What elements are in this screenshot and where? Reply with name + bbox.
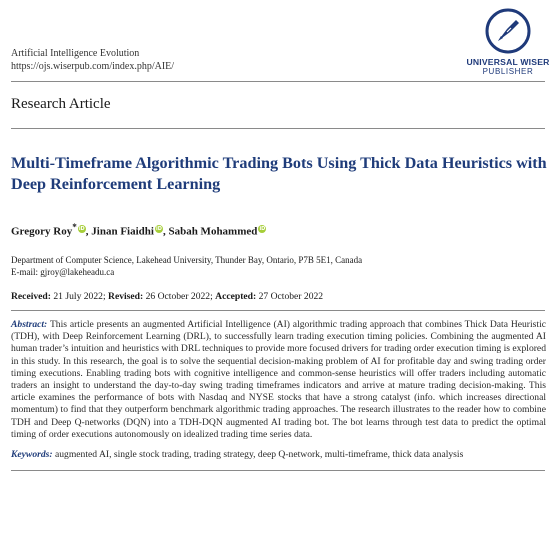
abstract-label: Abstract: — [11, 319, 48, 330]
abstract — [11, 319, 546, 441]
revised-date: 26 October 2022; — [145, 291, 213, 302]
affiliation-block — [11, 254, 551, 278]
publisher-name: UNIVERSAL WISER — [466, 57, 550, 67]
dates-line — [11, 291, 323, 302]
keywords-text: augmented AI, single stock trading, trading strategy, deep Q-network, multi-timeframe, thick data analysis — [54, 449, 464, 460]
orcid-icon[interactable]: iD — [259, 226, 266, 232]
paper-title: Multi-Timeframe Algorithmic Trading Bots Using Thick Data Heuristics with Deep Reinforcement Learning — [11, 154, 547, 193]
pen-nib-icon — [485, 8, 531, 54]
article-type: Research Article — [11, 96, 111, 112]
revised-label: Revised: — [108, 291, 144, 302]
abstract-text: This article presents an augmented Artificial Intelligence (AI) algorithmic trading approach that combines Thick Data Heuristic (TDH), with Deep Reinforcement Learning (DRL), to successfully learn trading execution timing policies. Combining the augmented AI human trader’s intuition and heuristics with DRL techniques to provide more focused drivers for trading order execution timing is explored in this study. In this research, the goal is to solve the sequential decision-making problem of AI for profitable day and swing trading order timing executions. Enabling trading bots with cognitive intelligence and common-sense heuristics will offer traders including automatic traders an insight to understand the day-to-day swing trading timeframes indicators and arrive at mature trading decision-making. This article examines the performance of bots with Nasdaq and NYSE stocks that have a strong catalyst (info. which increases directional momentum) to find that they outperform benchmark algorithmic trading approaches. The research illustrates to the reader how to combine TDH and Deep Q-networks (DQN) into a TDH-DQN augmented AI trading bot. The bot learns through test data to predict the optimal timing of order executions autonomously on idealized trading time series data. — [11, 319, 546, 440]
orcid-icon[interactable]: iD — [156, 226, 162, 232]
received-label: Received: — [11, 291, 51, 302]
author-email[interactable]: E-mail: gjroy@lakeheadu.ca — [11, 267, 115, 277]
header-divider — [11, 81, 545, 82]
author-name: Gregory Roy — [11, 225, 73, 238]
publisher-logo — [466, 8, 550, 76]
abstract-divider — [11, 310, 545, 311]
corresponding-mark: * — [72, 222, 77, 232]
journal-header — [11, 47, 174, 73]
title-divider — [11, 128, 545, 129]
accepted-date: 27 October 2022 — [258, 291, 324, 302]
author-name: Sabah Mohammed — [168, 225, 258, 238]
journal-url[interactable]: https://ojs.wiserpub.com/index.php/AIE/ — [11, 61, 175, 72]
affiliation: Department of Computer Science, Lakehead University, Thunder Bay, Ontario, P7B 5E1, Canada — [11, 255, 363, 265]
author-name: Jinan Fiaidhi — [91, 225, 154, 238]
keywords — [11, 449, 546, 461]
journal-name: Artificial Intelligence Evolution — [11, 48, 140, 59]
orcid-icon[interactable]: iD — [78, 226, 85, 232]
author-list: Gregory Roy* iD, Jinan Fiaidhi iD, Sabah Mohammed iD — [11, 222, 266, 238]
keywords-label: Keywords: — [11, 449, 53, 460]
accepted-label: Accepted: — [215, 291, 257, 302]
publisher-subtitle: PUBLISHER — [482, 67, 534, 76]
keywords-divider — [11, 470, 545, 471]
received-date: 21 July 2022; — [53, 291, 106, 302]
